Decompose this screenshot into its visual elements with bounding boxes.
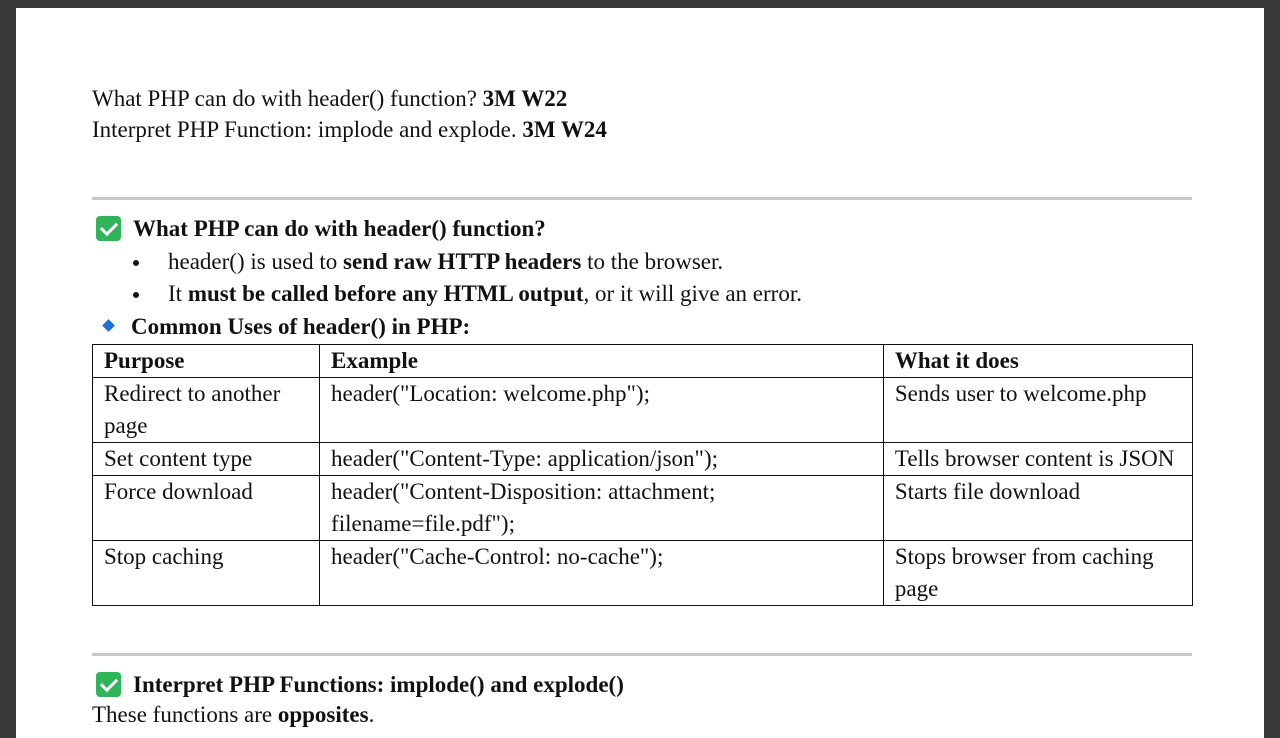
header-bullet-list bbox=[126, 246, 802, 310]
table-header-row bbox=[93, 345, 1193, 378]
column-header-purpose: Purpose bbox=[93, 345, 320, 378]
section-divider-2 bbox=[92, 653, 1192, 656]
document-page bbox=[16, 8, 1264, 738]
viewer-edge-right bbox=[1264, 0, 1280, 720]
table-cell: header("Content-Type: application/json"); bbox=[320, 443, 884, 476]
section-heading-implode-explode: Interpret PHP Functions: implode() and explode() bbox=[96, 670, 624, 700]
column-header-what-it-does: What it does bbox=[883, 345, 1192, 378]
viewer-edge-left bbox=[0, 0, 16, 720]
question-line-1: What PHP can do with header() function? 3M W22 bbox=[92, 86, 568, 111]
table-cell: Starts file download bbox=[883, 476, 1192, 541]
table-cell: Redirect to another page bbox=[93, 378, 320, 443]
blue-diamond-icon bbox=[102, 319, 115, 332]
section-heading-header: What PHP can do with header() function? bbox=[96, 214, 546, 244]
table-cell: Force download bbox=[93, 476, 320, 541]
question-line-2: Interpret PHP Function: implode and explode. 3M W24 bbox=[92, 117, 607, 142]
implode-explode-intro: These functions are opposites. bbox=[92, 702, 375, 727]
table-cell: header("Location: welcome.php"); bbox=[320, 378, 884, 443]
section-divider-1 bbox=[92, 197, 1192, 200]
check-box-icon bbox=[96, 216, 121, 241]
table-cell: Sends user to welcome.php bbox=[883, 378, 1192, 443]
table-cell: Tells browser content is JSON bbox=[883, 443, 1192, 476]
table-row bbox=[93, 476, 1193, 541]
column-header-example: Example bbox=[320, 345, 884, 378]
question-tag-2: 3M W24 bbox=[522, 117, 607, 142]
table-cell: header("Content-Disposition: attachment; filename=file.pdf"); bbox=[320, 476, 884, 541]
table-row bbox=[93, 541, 1193, 606]
table-cell: header("Cache-Control: no-cache"); bbox=[320, 541, 884, 606]
subheading-common-uses: Common Uses of header() in PHP: bbox=[104, 312, 470, 342]
question-tag-1: 3M W22 bbox=[482, 86, 568, 111]
table-row bbox=[93, 378, 1193, 443]
list-item: It must be called before any HTML output, or it will give an error. bbox=[126, 278, 802, 310]
table-cell: Stop caching bbox=[93, 541, 320, 606]
table-cell: Stops browser from caching page bbox=[883, 541, 1192, 606]
header-uses-table bbox=[92, 344, 1193, 606]
table-cell: Set content type bbox=[93, 443, 320, 476]
check-box-icon bbox=[96, 672, 121, 697]
table-row bbox=[93, 443, 1193, 476]
list-item: header() is used to send raw HTTP headers to the browser. bbox=[126, 246, 802, 278]
